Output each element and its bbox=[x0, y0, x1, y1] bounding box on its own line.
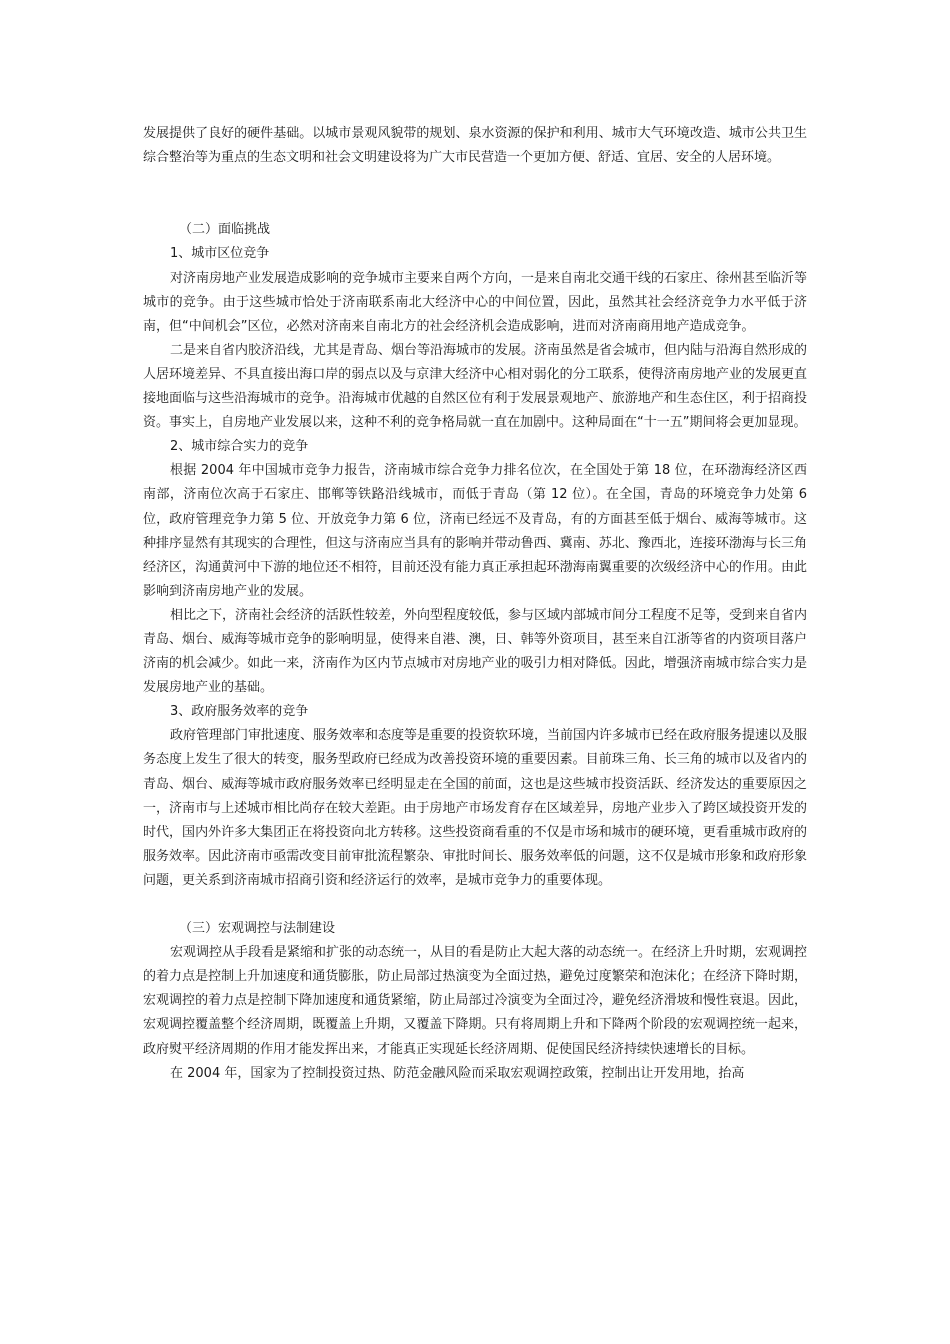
section-heading-macro-control: （三）宏观调控与法制建设 bbox=[179, 921, 336, 937]
intro-paragraph: 发展提供了良好的硬件基础。以城市景观风貌带的规划、泉水资源的保护和利用、城市大气环境改造、城市公共卫生综合整治等为重点的生态文明和社会文明建设将为广大市民营造一个更加方便、舒适、宜居、安全的人居环境。 bbox=[143, 126, 807, 166]
body-paragraph: 相比之下，济南社会经济的活跃性较差，外向型程度较低，参与区域内部城市间分工程度不足等，受到来自省内青岛、烟台、威海等城市竞争的影响明显，使得来自港、澳，日、韩等外资项目，甚至来自江浙等省的内资项目落户济南的机会减少。如此一来，济南作为区内节点城市对房地产业的吸引力相对降低。因此，增强济南城市综合实力是发展房地产业的基础。 bbox=[143, 607, 808, 696]
subsection-heading-government: 3、政府服务效率的竞争 bbox=[170, 704, 309, 720]
body-paragraph: 政府管理部门审批速度、服务效率和态度等是重要的投资软环境，当前国内许多城市已经在政府服务提速以及服务态度上发生了很大的转变，服务型政府已经成为改善投资环境的重要因素。目前珠三角、长三角的城市以及省内的青岛、烟台、威海等城市政府服务效率已经明显走在全国的前面，这也是这些城市投资活跃、经济发达的重要原因之一，济南市与上述城市相比尚存在较大差距。由于房地产市场发育存在区域差异，房地产业步入了跨区域投资开发的时代，国内外许多大集团正在将投资向北方转移。这些投资商看重的不仅是市场和城市的硬环境，更看重城市政府的服务效率。因此济南市亟需改变目前审批流程繁杂、审批时间长、服务效率低的问题，这不仅是城市形象和政府形象问题，更关系到济南城市招商引资和经济运行的效率，是城市竞争力的重要体现。 bbox=[143, 728, 808, 888]
subsection-heading-strength: 2、城市综合实力的竞争 bbox=[170, 439, 309, 455]
subsection-heading-location: 1、城市区位竞争 bbox=[170, 246, 270, 262]
section-heading-challenges: （二）面临挑战 bbox=[179, 222, 271, 238]
body-paragraph: 在 2004 年，国家为了控制投资过热、防范金融风险而采取宏观调控政策，控制出让开发用地，抬高 bbox=[170, 1065, 745, 1081]
section-spacer bbox=[143, 170, 807, 194]
body-paragraph: 二是来自省内胶济沿线，尤其是青岛、烟台等沿海城市的发展。济南虽然是省会城市，但内陆与沿海自然形成的人居环境差异、不具直接出海口岸的弱点以及与京津大经济中心相对弱化的分工联系，使得济南房地产业的发展更直接地面临与这些沿海城市的竞争。沿海城市优越的自然区位有利于发展景观地产、旅游地产和生态住区，利于招商投资。事实上，自房地产业发展以来，这种不利的竞争格局就一直在加剧中。这种局面在“十一五”期间将会更加显现。 bbox=[143, 342, 808, 431]
document-body bbox=[143, 122, 807, 1086]
body-paragraph: 对济南房地产业发展造成影响的竞争城市主要来自两个方向，一是来自南北交通干线的石家庄、徐州甚至临沂等城市的竞争。由于这些城市恰处于济南联系南北大经济中心的中间位置，因此，虽然其社会经济竞争力水平低于济南，但“中间机会”区位，必然对济南来自南北方的社会经济机会造成影响，进而对济南商用地产造成竞争。 bbox=[143, 270, 808, 334]
section-spacer bbox=[143, 893, 807, 917]
body-paragraph: 根据 2004 年中国城市竞争力报告，济南城市综合竞争力排名位次，在全国处于第 18 位，在环渤海经济区西南部，济南位次高于石家庄、邯郸等铁路沿线城市，而低于青岛（第 12 位）。在全国，青岛的环境竞争力处第 6 位，政府管理竞争力第 5 位、开放竞争力第 6 位，济南已经远不及青岛，有的方面甚至低于烟台、威海等城市。这种排序显然有其现实的合理性，但这与济南应当具有的影响并带动鲁西、冀南、苏北、豫西北，连接环渤海与长三角经济区，沟通黄河中下游的地位还不相符，目前还没有能力真正承担起环渤海南翼重要的次级经济中心的作用。由此影响到济南房地产业的发展。 bbox=[143, 463, 807, 599]
body-paragraph: 宏观调控从手段看是紧缩和扩张的动态统一，从目的看是防止大起大落的动态统一。在经济上升时期，宏观调控的着力点是控制上升加速度和通货膨胀，防止局部过热演变为全面过热，避免过度繁荣和泡沫化；在经济下降时期，宏观调控的着力点是控制下降加速度和通货紧缩，防止局部过冷演变为全面过冷，避免经济滑坡和慢性衰退。因此，宏观调控覆盖整个经济周期，既覆盖上升期，又覆盖下降期。只有将周期上升和下降两个阶段的宏观调控统一起来，政府熨平经济周期的作用才能发挥出来，才能真正实现延长经济周期、促使国民经济持续快速增长的目标。 bbox=[143, 945, 808, 1057]
section-spacer bbox=[143, 194, 807, 218]
